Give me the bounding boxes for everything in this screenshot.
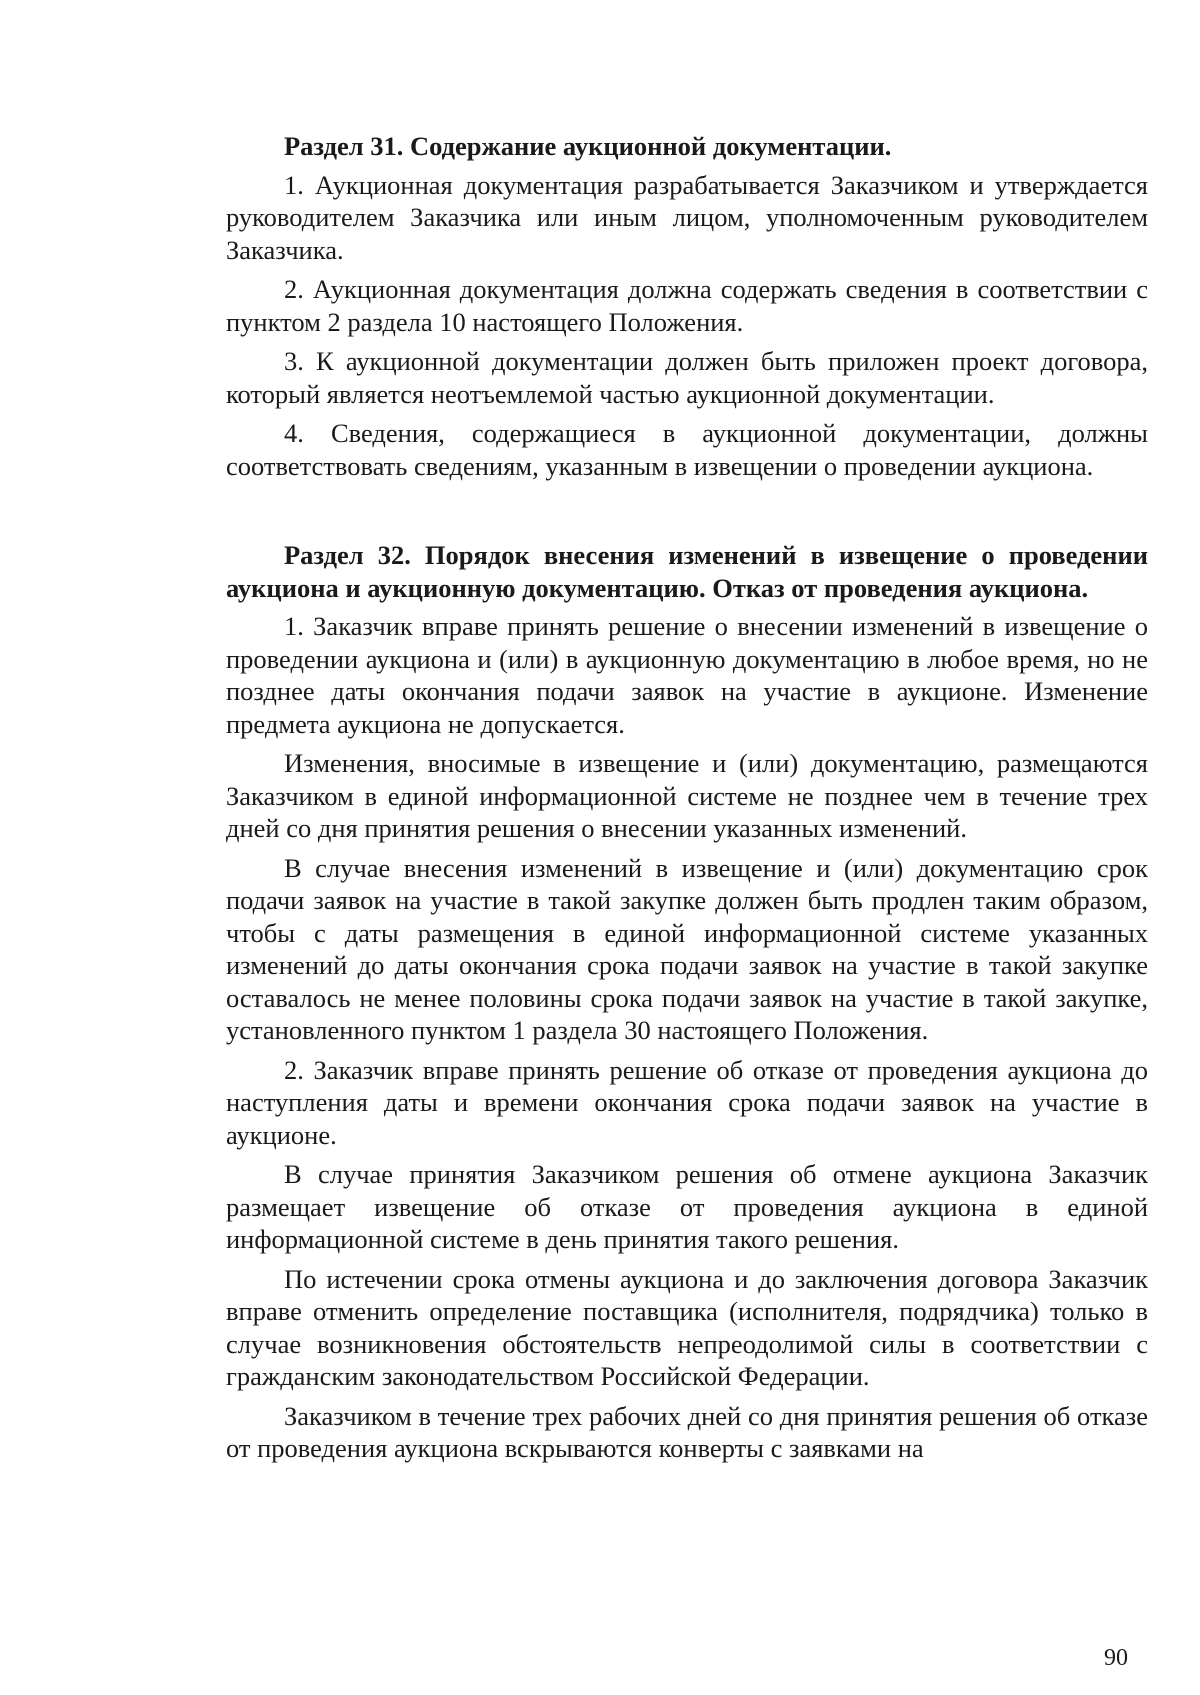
section-32-paragraph-7: Заказчиком в течение трех рабочих дней со дня принятия решения об отказе от проведения аукциона вскрываются конверты с заявками на [226, 1400, 1148, 1463]
section-32-title: Раздел 32. Порядок внесения изменений в извещение о проведении аукциона и аукционную документацию. Отказ от проведения аукциона. [226, 540, 1148, 603]
section-31-title: Раздел 31. Содержание аукционной документации. [284, 131, 892, 161]
section-31-paragraph-4: 4. Сведения, содержащиеся в аукционной документации, должны соответствовать сведениям, указанным в извещении о проведении аукциона. [226, 418, 1148, 481]
section-31-paragraph-2: 2. Аукционная документация должна содержать сведения в соответствии с пунктом 2 раздела 10 настоящего Положения. [226, 274, 1148, 337]
section-32-paragraph-6: По истечении срока отмены аукциона и до заключения договора Заказчик вправе отменить определение поставщика (исполнителя, подрядчика) только в случае возникновения обстоятельств непреодолимой силы в соответствии с гражданским законодательством Российской Федерации. [226, 1263, 1148, 1391]
section-32-paragraph-2: Изменения, вносимые в извещение и (или) документацию, размещаются Заказчиком в единой информационной системе не позднее чем в течение трех дней со дня принятия решения о внесении указанных изменений. [226, 748, 1148, 843]
section-32-paragraph-5: В случае принятия Заказчиком решения об отмене аукциона Заказчик размещает извещение об отказе от проведения аукциона в единой информационной системе в день принятия такого решения. [226, 1159, 1148, 1254]
section-31-paragraph-3: 3. К аукционной документации должен быть приложен проект договора, который является неотъемлемой частью аукционной документации. [226, 346, 1148, 409]
page-number: 90 [1104, 1645, 1128, 1671]
document-page [226, 130, 1148, 1472]
section-divider-space [226, 489, 1148, 539]
section-32-paragraph-3: В случае внесения изменений в извещение и (или) документацию срок подачи заявок на участие в такой закупке должен быть продлен таким образом, чтобы с даты размещения в единой информационной системе указанных изменений до даты окончания срока подачи заявок на участие в такой закупке оставалось не менее половины срока подачи заявок на участие в такой закупке, установленного пунктом 1 раздела 30 настоящего Положения. [226, 852, 1148, 1045]
section-32-paragraph-4: 2. Заказчик вправе принять решение об отказе от проведения аукциона до наступления даты и времени окончания срока подачи заявок на участие в аукционе. [226, 1054, 1148, 1150]
section-31-paragraph-1: 1. Аукционная документация разрабатывается Заказчиком и утверждается руководителем Заказчика или иным лицом, уполномоченным руководителем Заказчика. [226, 169, 1148, 265]
section-32-paragraph-1: 1. Заказчик вправе принять решение о внесении изменений в извещение о проведении аукциона и (или) в аукционную документацию в любое время, но не позднее даты окончания подачи заявок на участие в аукционе. Изменение предмета аукциона не допускается. [226, 611, 1148, 739]
